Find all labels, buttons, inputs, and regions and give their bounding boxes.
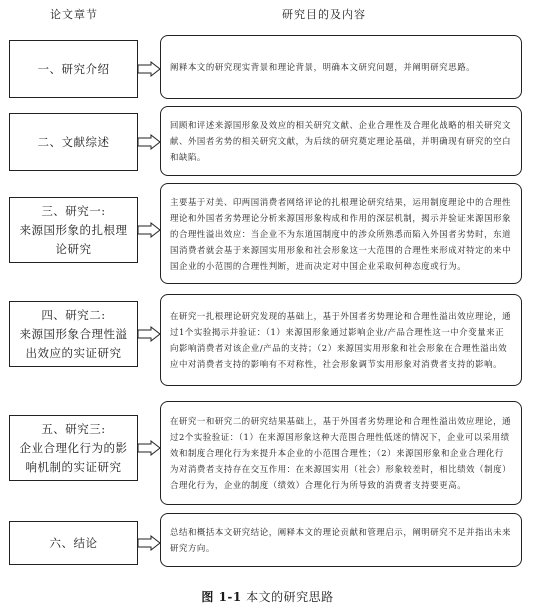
arrow-right-icon xyxy=(138,62,160,76)
description-box-3 xyxy=(160,183,522,284)
column-header-content: 研究目的及内容 xyxy=(282,8,366,21)
description-text-4: 在研究一扎根理论研究发现的基础上，基于外国者劣势理论和合理性溢出效应理论，通过1个实验揭示并验证：（1）来源国形象通过影响企业/产品合理性这一中介变量来正向影响消费者对该企业/产品的支持；（2）来源国实用形象和社会形象在合理性溢出效应中对消费者支持的影响有不对称性，社会形象调节实用形象对消费者支持的影响。 xyxy=(170,311,512,369)
description-box-4 xyxy=(160,294,522,386)
description-box-1 xyxy=(160,35,522,99)
chapter-box-6: 六、结论 xyxy=(9,521,138,565)
column-header-chapter: 论文章节 xyxy=(50,8,98,21)
chapter-box-5: 五、研究三: 企业合理化行为的影 响机制的实证研究 xyxy=(9,415,138,481)
description-text-6: 总结和概括本文研究结论，阐释本文的理论贡献和管理启示，阐明研究不足并指出未来研究方向。 xyxy=(170,527,512,553)
arrow-right-icon xyxy=(138,223,160,237)
arrow-right-icon xyxy=(138,441,160,455)
description-text-3: 主要基于对美、印两国消费者网络评论的扎根理论研究结果，运用制度理论中的合理性理论和外国者劣势理论分析来源国形象构成和作用的深层机制，揭示并验证来源国形象的合理性溢出效应：当企业不为东道国制度中的涉众所熟悉而陷入外国者劣势时，东道国消费者就会基于来源国实用形象和社会形象这一大范围的合理性来形成对特定的来中国企业的小范围的合理性判断，进而决定对中国企业采取何种态度或行为。 xyxy=(170,196,512,271)
arrow-right-icon xyxy=(138,536,160,550)
description-text-5: 在研究一和研究二的研究结果基础上，基于外国者劣势理论和合理性溢出效应理论，通过2个实验验证：（1）在来源国形象这种大范围合理性低迷的情况下，企业可以采用绩效和制度合理化行为来提升本企业的小范围合理性；（2）来源国形象和企业合理化行为对消费者支持存在交互作用：在来源国实用（社会）形象较差时，相比绩效（制度）合理化行为，企业的制度（绩效）合理化行为所导致的消费者支持要更高。 xyxy=(170,416,512,490)
description-box-2 xyxy=(160,106,522,176)
figure-number: 图 1-1 xyxy=(201,590,242,604)
chapter-box-2: 二、文献综述 xyxy=(9,113,138,171)
description-text-1: 阐释本文的研究现实背景和理论背景，明确本文研究问题，并阐明研究思路。 xyxy=(170,62,476,72)
figure-title: 本文的研究思路 xyxy=(246,590,334,604)
chapter-box-3: 三、研究一: 来源国形象的扎根理 论研究 xyxy=(9,197,138,263)
description-box-6 xyxy=(160,513,522,567)
description-text-2: 回顾和评述来源国形象及效应的相关研究文献、企业合理性及合理化战略的相关研究文献、外国者劣势的相关研究文献，为后续的研究奠定理论基础，并明确现有研究的空白和缺陷。 xyxy=(170,120,512,162)
chapter-box-4: 四、研究二: 来源国形象合理性溢 出效应的实证研究 xyxy=(9,301,138,367)
arrow-right-icon xyxy=(138,327,160,341)
chapter-box-1: 一、研究介绍 xyxy=(9,40,138,98)
arrow-right-icon xyxy=(138,135,160,149)
figure-caption xyxy=(0,588,535,605)
description-box-5 xyxy=(160,401,522,505)
